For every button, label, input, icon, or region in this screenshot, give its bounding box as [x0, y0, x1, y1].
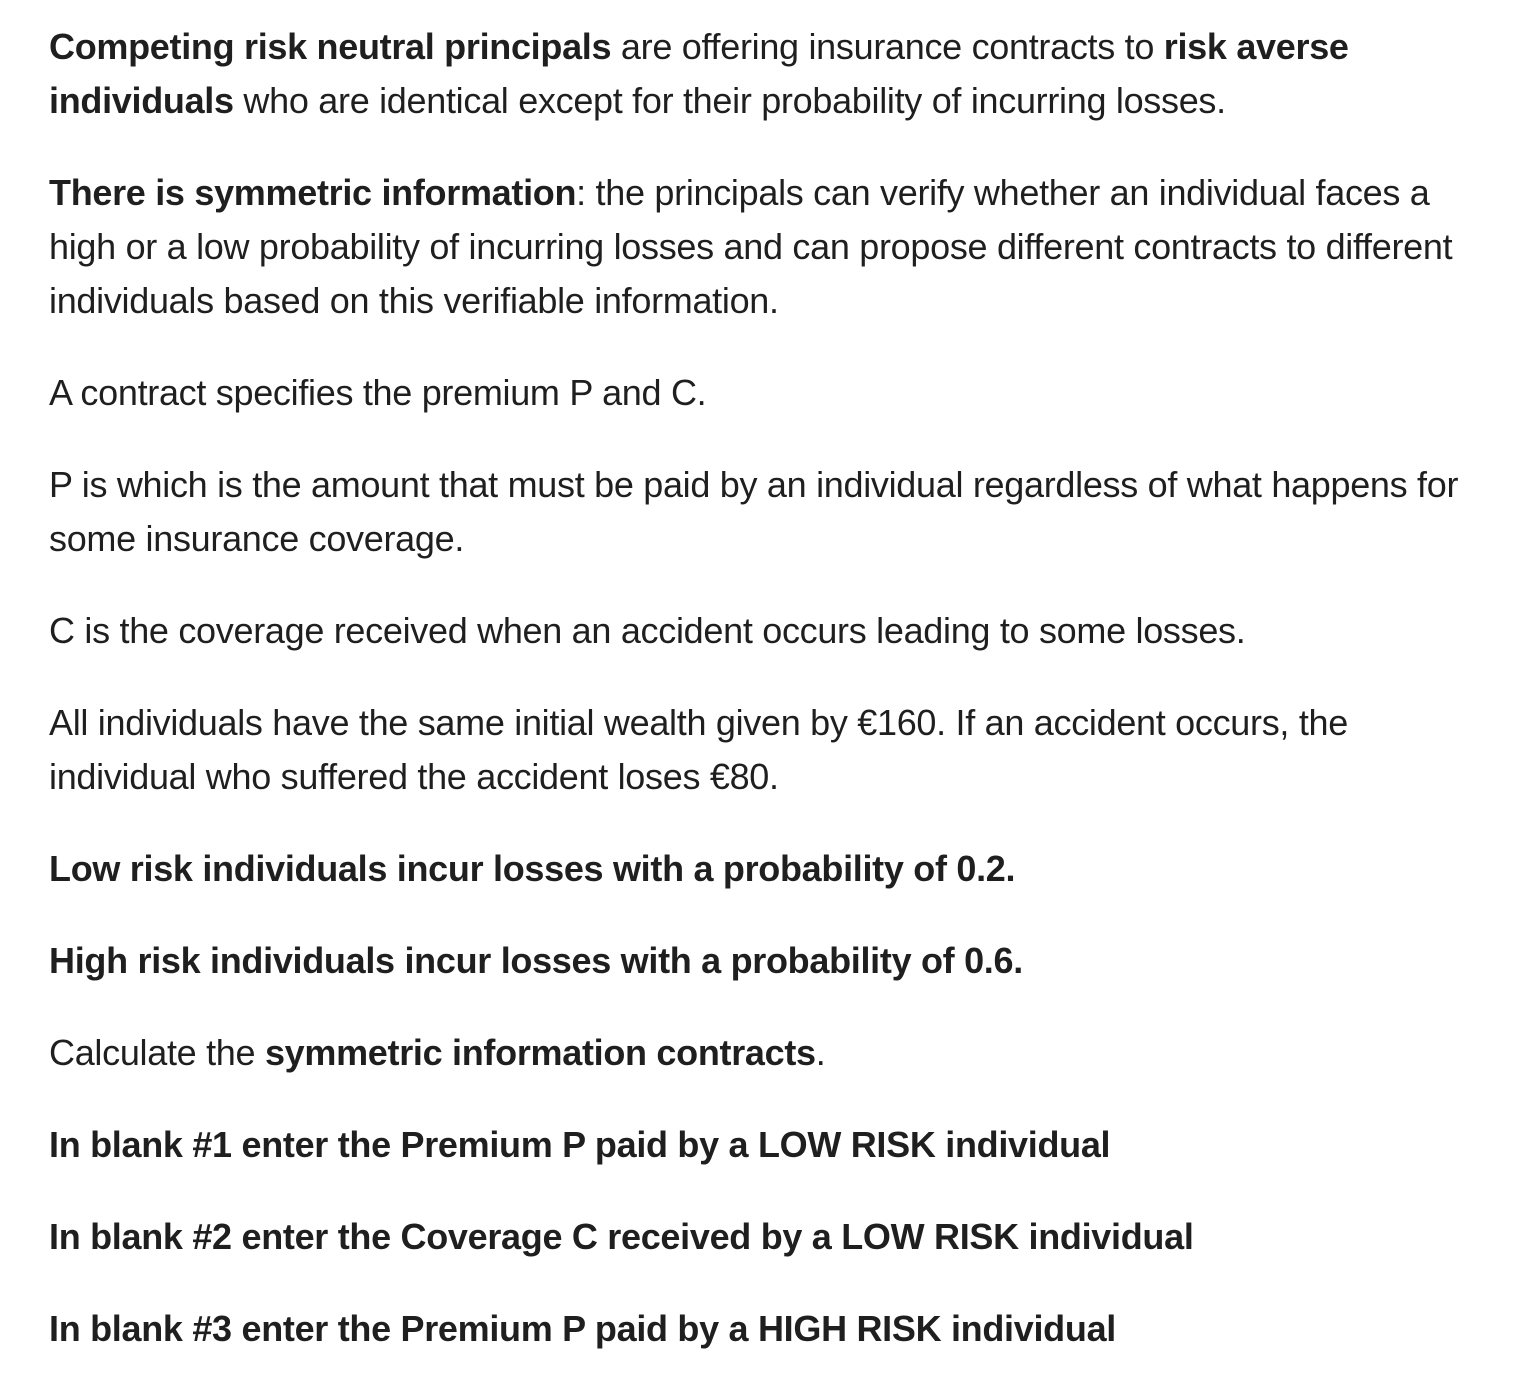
intro-text-2: who are identical except for their probability of incurring losses.	[233, 80, 1226, 121]
task-bold: symmetric information contracts	[264, 1032, 816, 1073]
coverage-definition-paragraph: C is the coverage received when an accident occurs leading to some losses.	[49, 610, 1246, 651]
symmetric-info-paragraph	[49, 166, 1499, 328]
low-risk-paragraph: Low risk individuals incur losses with a probability of 0.2.	[49, 848, 1016, 889]
intro-bold-individuals: risk averse individuals	[49, 26, 1349, 121]
task-text-1: Calculate the	[49, 1032, 265, 1073]
wealth-paragraph: All individuals have the same initial wealth given by €160. If an accident occurs, the individual who suffered the accident loses €80.	[49, 702, 1348, 797]
premium-definition-paragraph: P is which is the amount that must be paid by an individual regardless of what happens for some insurance coverage.	[49, 464, 1459, 559]
question-text	[49, 20, 1499, 1394]
intro-paragraph	[49, 20, 1499, 128]
symmetric-info-bold: There is symmetric information	[49, 172, 577, 213]
intro-bold-principals: Competing risk neutral principals	[49, 26, 612, 67]
contract-paragraph: A contract specifies the premium P and C.	[49, 372, 707, 413]
task-text-2: .	[815, 1032, 826, 1073]
blank-1-instruction: In blank #1 enter the Premium P paid by a LOW RISK individual	[49, 1124, 1111, 1165]
high-risk-paragraph: High risk individuals incur losses with a probability of 0.6.	[49, 940, 1023, 981]
blank-2-instruction: In blank #2 enter the Coverage C received by a LOW RISK individual	[49, 1216, 1194, 1257]
symmetric-info-text: : the principals can verify whether an individual faces a high or a low probability of incurring losses and can propose different contracts to different individuals based on this verifiable information.	[49, 172, 1453, 321]
task-paragraph	[49, 1026, 1499, 1080]
blank-3-instruction: In blank #3 enter the Premium P paid by a HIGH RISK individual	[49, 1308, 1116, 1349]
intro-text-1: are offering insurance contracts to	[611, 26, 1164, 67]
